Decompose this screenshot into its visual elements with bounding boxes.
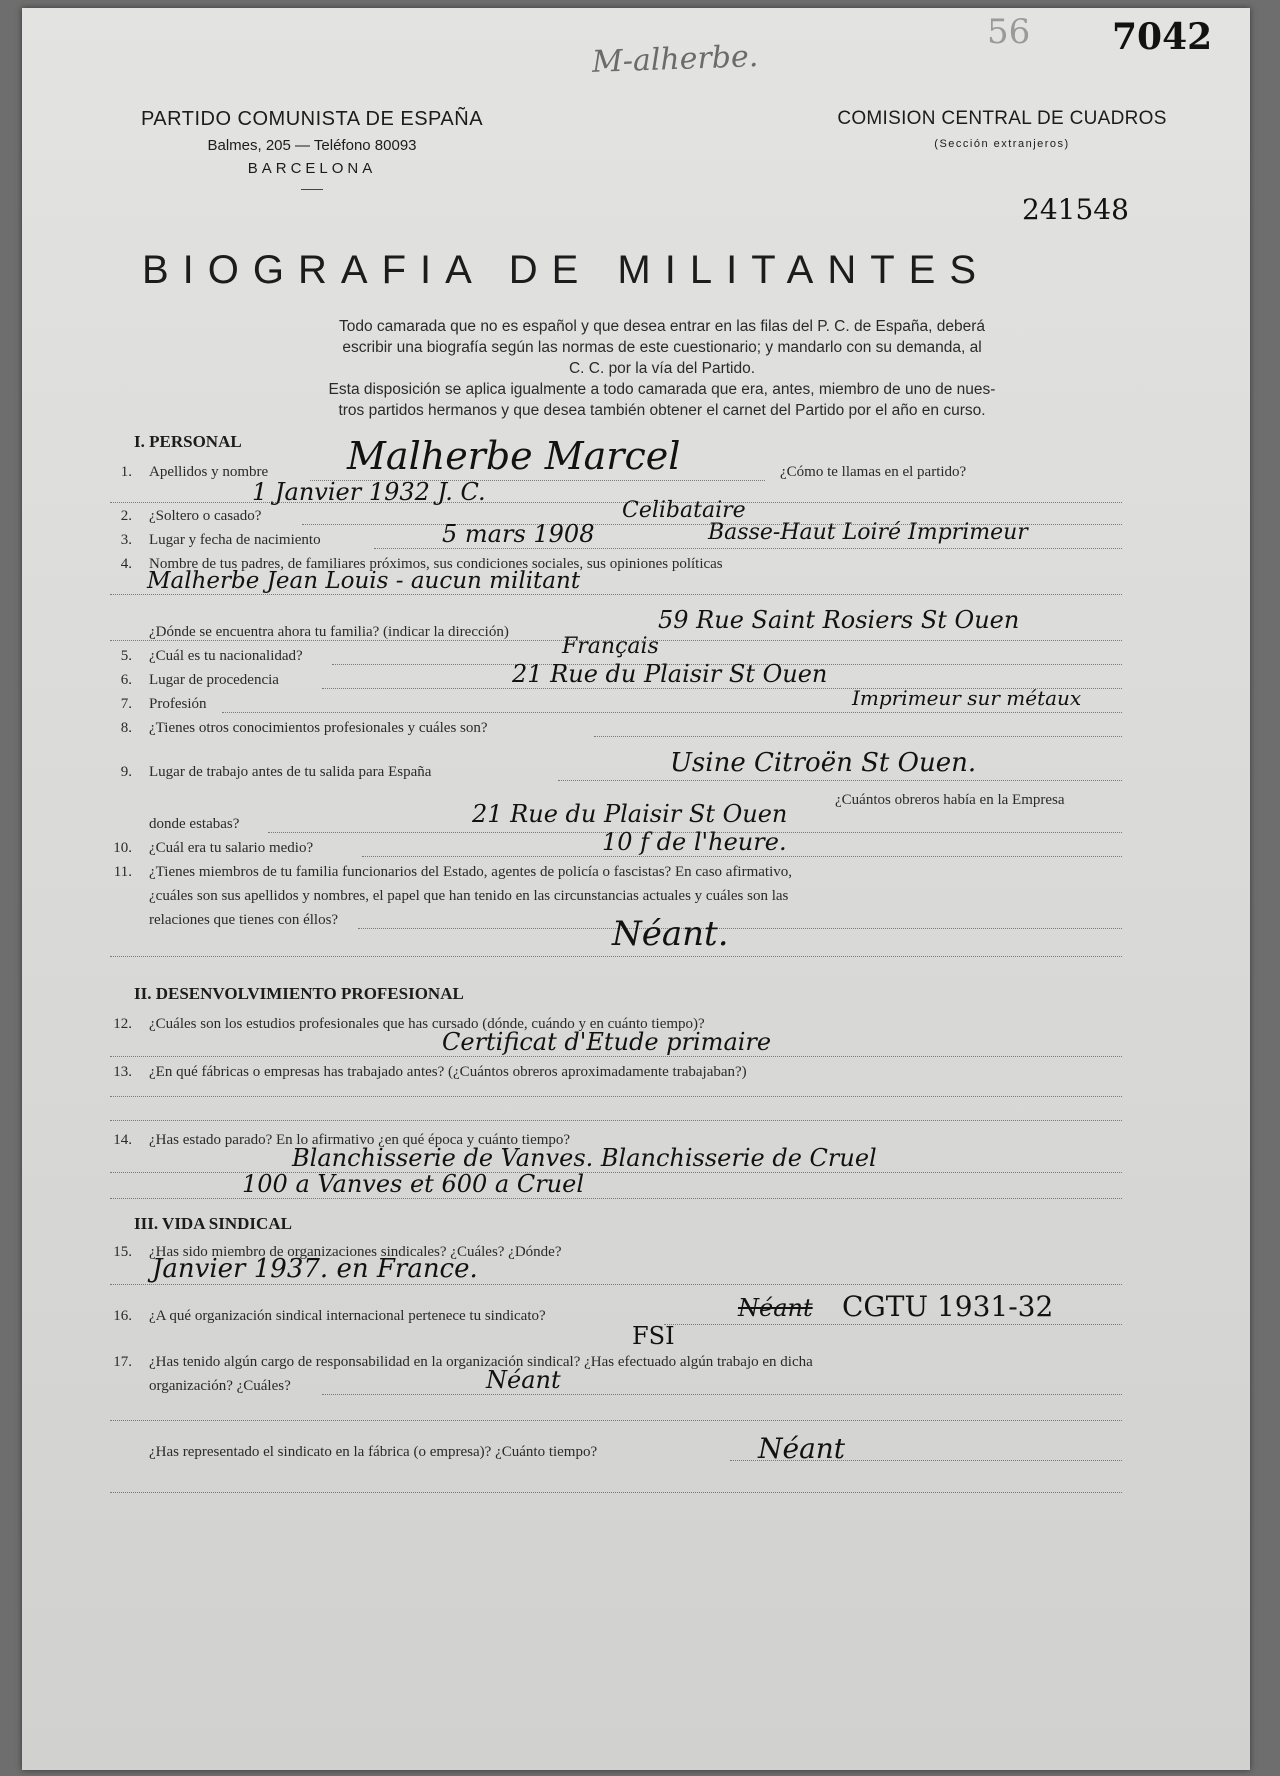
question-number: 6. bbox=[120, 672, 132, 688]
question-workplace: Lugar de trabajo antes de tu salida para España bbox=[149, 764, 432, 780]
section-professional-title: II. DESENVOLVIMIENTO PROFESIONAL bbox=[134, 984, 464, 1003]
question-family-address: ¿Dónde se encuentra ahora tu familia? (indicar la dirección) bbox=[149, 624, 509, 640]
question-unemployed: ¿Has estado parado? En lo afirmativo ¿en qué época y cuánto tiempo? bbox=[149, 1132, 571, 1148]
answer-origin: 21 Rue du Plaisir St Ouen bbox=[512, 660, 828, 688]
answer-line bbox=[110, 1284, 1122, 1285]
question-family-officials: ¿Tienes miembros de tu familia funcionarios del Estado, agentes de policía o fascistas? En caso afirmativo, bbox=[149, 864, 793, 880]
question-other-skills: ¿Tienes otros conocimientos profesionales y cuáles son? bbox=[149, 720, 488, 736]
answer-line bbox=[322, 1394, 1122, 1395]
answer-salary: 10 f de l'heure. bbox=[602, 828, 787, 856]
question-factories: ¿En qué fábricas o empresas has trabajado antes? (¿Cuántos obreros aproximadamente trabajaban?) bbox=[149, 1064, 747, 1080]
question-nationality: ¿Cuál es tu nacionalidad? bbox=[149, 648, 303, 664]
question-union-representative: ¿Has representado el sindicato en la fábrica (o empresa)? ¿Cuánto tiempo? bbox=[149, 1444, 598, 1460]
answer-line bbox=[110, 1492, 1122, 1493]
answer-line bbox=[664, 1324, 1122, 1325]
question-name: Apellidos y nombre bbox=[149, 464, 269, 480]
question-birth: Lugar y fecha de nacimiento bbox=[149, 532, 321, 548]
question-family-officials-cont: ¿cuáles son sus apellidos y nombres, el papel que han tenido en las circunstancias actuales y cuáles son las bbox=[149, 888, 789, 904]
answer-parents: Malherbe Jean Louis - aucun militant bbox=[147, 568, 581, 594]
intro-line: C. C. por la vía del Partido. bbox=[568, 360, 756, 377]
answer-studies: Certificat d'Etude primaire bbox=[442, 1028, 772, 1056]
answer-union-role: Néant bbox=[486, 1366, 561, 1394]
question-number: 10. bbox=[113, 840, 132, 856]
answer-name: Malherbe Marcel bbox=[347, 434, 681, 478]
question-number: 9. bbox=[120, 764, 132, 780]
question-international: ¿A qué organización sindical internacional pertenece tu sindicato? bbox=[149, 1308, 546, 1324]
answer-international-note: FSI bbox=[632, 1322, 675, 1350]
question-number: 3. bbox=[120, 532, 132, 548]
question-number: 17. bbox=[113, 1354, 132, 1370]
answer-international: CGTU 1931-32 bbox=[842, 1290, 1054, 1323]
registration-number: 241548 bbox=[1022, 193, 1129, 226]
commission-name: COMISION CENTRAL DE CUADROS bbox=[837, 108, 1167, 129]
answer-line bbox=[594, 736, 1122, 737]
section-union-title: III. VIDA SINDICAL bbox=[134, 1214, 292, 1233]
answer-line bbox=[110, 1056, 1122, 1057]
question-family-officials-cont: relaciones que tienes con éllos? bbox=[149, 912, 339, 928]
question-studies: ¿Cuáles son los estudios profesionales que has cursado (dónde, cuándo y en cuánto tiempo)? bbox=[149, 1016, 705, 1032]
question-number: 11. bbox=[113, 864, 132, 880]
header-divider bbox=[301, 189, 323, 190]
document-page bbox=[22, 8, 1250, 1770]
question-union-role: ¿Has tenido algún cargo de responsabilidad en la organización sindical? ¿Has efectuado algún trabajo en dicha bbox=[149, 1354, 813, 1370]
answer-line bbox=[362, 856, 1122, 857]
form-title: BIOGRAFIA DE MILITANTES bbox=[142, 248, 991, 292]
answer-line bbox=[222, 712, 1122, 713]
question-number: 14. bbox=[113, 1132, 132, 1148]
answer-international-struck: Néant bbox=[738, 1294, 813, 1322]
organization-header bbox=[122, 108, 502, 190]
faint-number-annotation: 56 bbox=[987, 12, 1031, 52]
question-party-name: ¿Cómo te llamas en el partido? bbox=[780, 464, 967, 480]
answer-line bbox=[558, 780, 1122, 781]
answer-family-address: 59 Rue Saint Rosiers St Ouen bbox=[658, 606, 1020, 634]
question-number: 8. bbox=[120, 720, 132, 736]
question-number: 4. bbox=[120, 556, 132, 572]
commission-section: (Sección extranjeros) bbox=[934, 138, 1070, 150]
question-number: 15. bbox=[113, 1244, 132, 1260]
commission-header bbox=[812, 108, 1192, 150]
question-workers-count: ¿Cuántos obreros había en la Empresa bbox=[835, 792, 1065, 808]
party-city: BARCELONA bbox=[247, 160, 377, 177]
intro-line: escribir una biografía según las normas de este cuestionario; y mandarlo con su demanda, al bbox=[342, 339, 982, 356]
question-parents: Nombre de tus padres, de familiares próximos, sus condiciones sociales, sus opiniones políticas bbox=[149, 556, 723, 572]
question-marital-status: ¿Soltero o casado? bbox=[149, 508, 262, 524]
question-profession: Profesión bbox=[149, 696, 207, 712]
answer-line bbox=[110, 594, 1122, 595]
answer-line bbox=[110, 1420, 1122, 1421]
answer-line bbox=[110, 1198, 1122, 1199]
question-number: 16. bbox=[113, 1308, 132, 1324]
question-salary: ¿Cuál era tu salario medio? bbox=[149, 840, 314, 856]
answer-nationality: Français bbox=[562, 634, 659, 659]
question-workplace-cont: donde estabas? bbox=[149, 816, 240, 832]
question-number: 1. bbox=[120, 464, 132, 480]
question-number: 7. bbox=[120, 696, 132, 712]
intro-line: tros partidos hermanos y que desea también obtener el carnet del Partido por el año en curso. bbox=[338, 402, 986, 419]
answer-union-member: Janvier 1937. en France. bbox=[152, 1254, 478, 1284]
answer-line bbox=[110, 956, 1122, 957]
answer-family-officials: Néant. bbox=[612, 914, 729, 954]
answer-line bbox=[358, 928, 1122, 929]
intro-paragraph bbox=[252, 316, 1072, 421]
answer-union-representative: Néant bbox=[758, 1432, 846, 1465]
question-number: 13. bbox=[113, 1064, 132, 1080]
question-number: 2. bbox=[120, 508, 132, 524]
intro-line: Todo camarada que no es español y que desea entrar en las filas del P. C. de España, deberá bbox=[339, 318, 985, 335]
party-name: PARTIDO COMUNISTA DE ESPAÑA bbox=[140, 108, 484, 130]
answer-line bbox=[110, 1096, 1122, 1097]
answer-marital-status: Celibataire bbox=[622, 498, 746, 523]
answer-workplace: Usine Citroën St Ouen. bbox=[670, 748, 977, 778]
answer-birth-place: Basse-Haut Loiré Imprimeur bbox=[708, 520, 1028, 545]
question-union-role-cont: organización? ¿Cuáles? bbox=[149, 1378, 291, 1394]
file-number-annotation: 7042 bbox=[1112, 16, 1213, 58]
question-number: 12. bbox=[113, 1016, 132, 1032]
answer-line bbox=[374, 548, 1122, 549]
answer-line bbox=[110, 1120, 1122, 1121]
answer-unemployed-cont: 100 a Vanves et 600 a Cruel bbox=[242, 1170, 584, 1198]
party-address: Balmes, 205 — Teléfono 80093 bbox=[207, 137, 417, 154]
answer-birth-date: 5 mars 1908 bbox=[442, 520, 595, 548]
question-origin: Lugar de procedencia bbox=[149, 672, 279, 688]
question-union-member: ¿Has sido miembro de organizaciones sindicales? ¿Cuáles? ¿Dónde? bbox=[149, 1244, 562, 1260]
top-name-annotation: M-alherbe. bbox=[591, 39, 759, 80]
answer-workplace-address: 21 Rue du Plaisir St Ouen bbox=[472, 800, 788, 828]
intro-line: Esta disposición se aplica igualmente a todo camarada que era, antes, miembro de uno de nues- bbox=[328, 381, 996, 398]
section-personal-title: I. PERSONAL bbox=[134, 432, 242, 451]
question-number: 5. bbox=[120, 648, 132, 664]
answer-profession: Imprimeur sur métaux bbox=[852, 686, 1082, 710]
answer-unemployed: Blanchisserie de Vanves. Blanchisserie de Cruel bbox=[292, 1144, 877, 1172]
answer-party-name: 1 Janvier 1932 J. C. bbox=[252, 478, 486, 506]
